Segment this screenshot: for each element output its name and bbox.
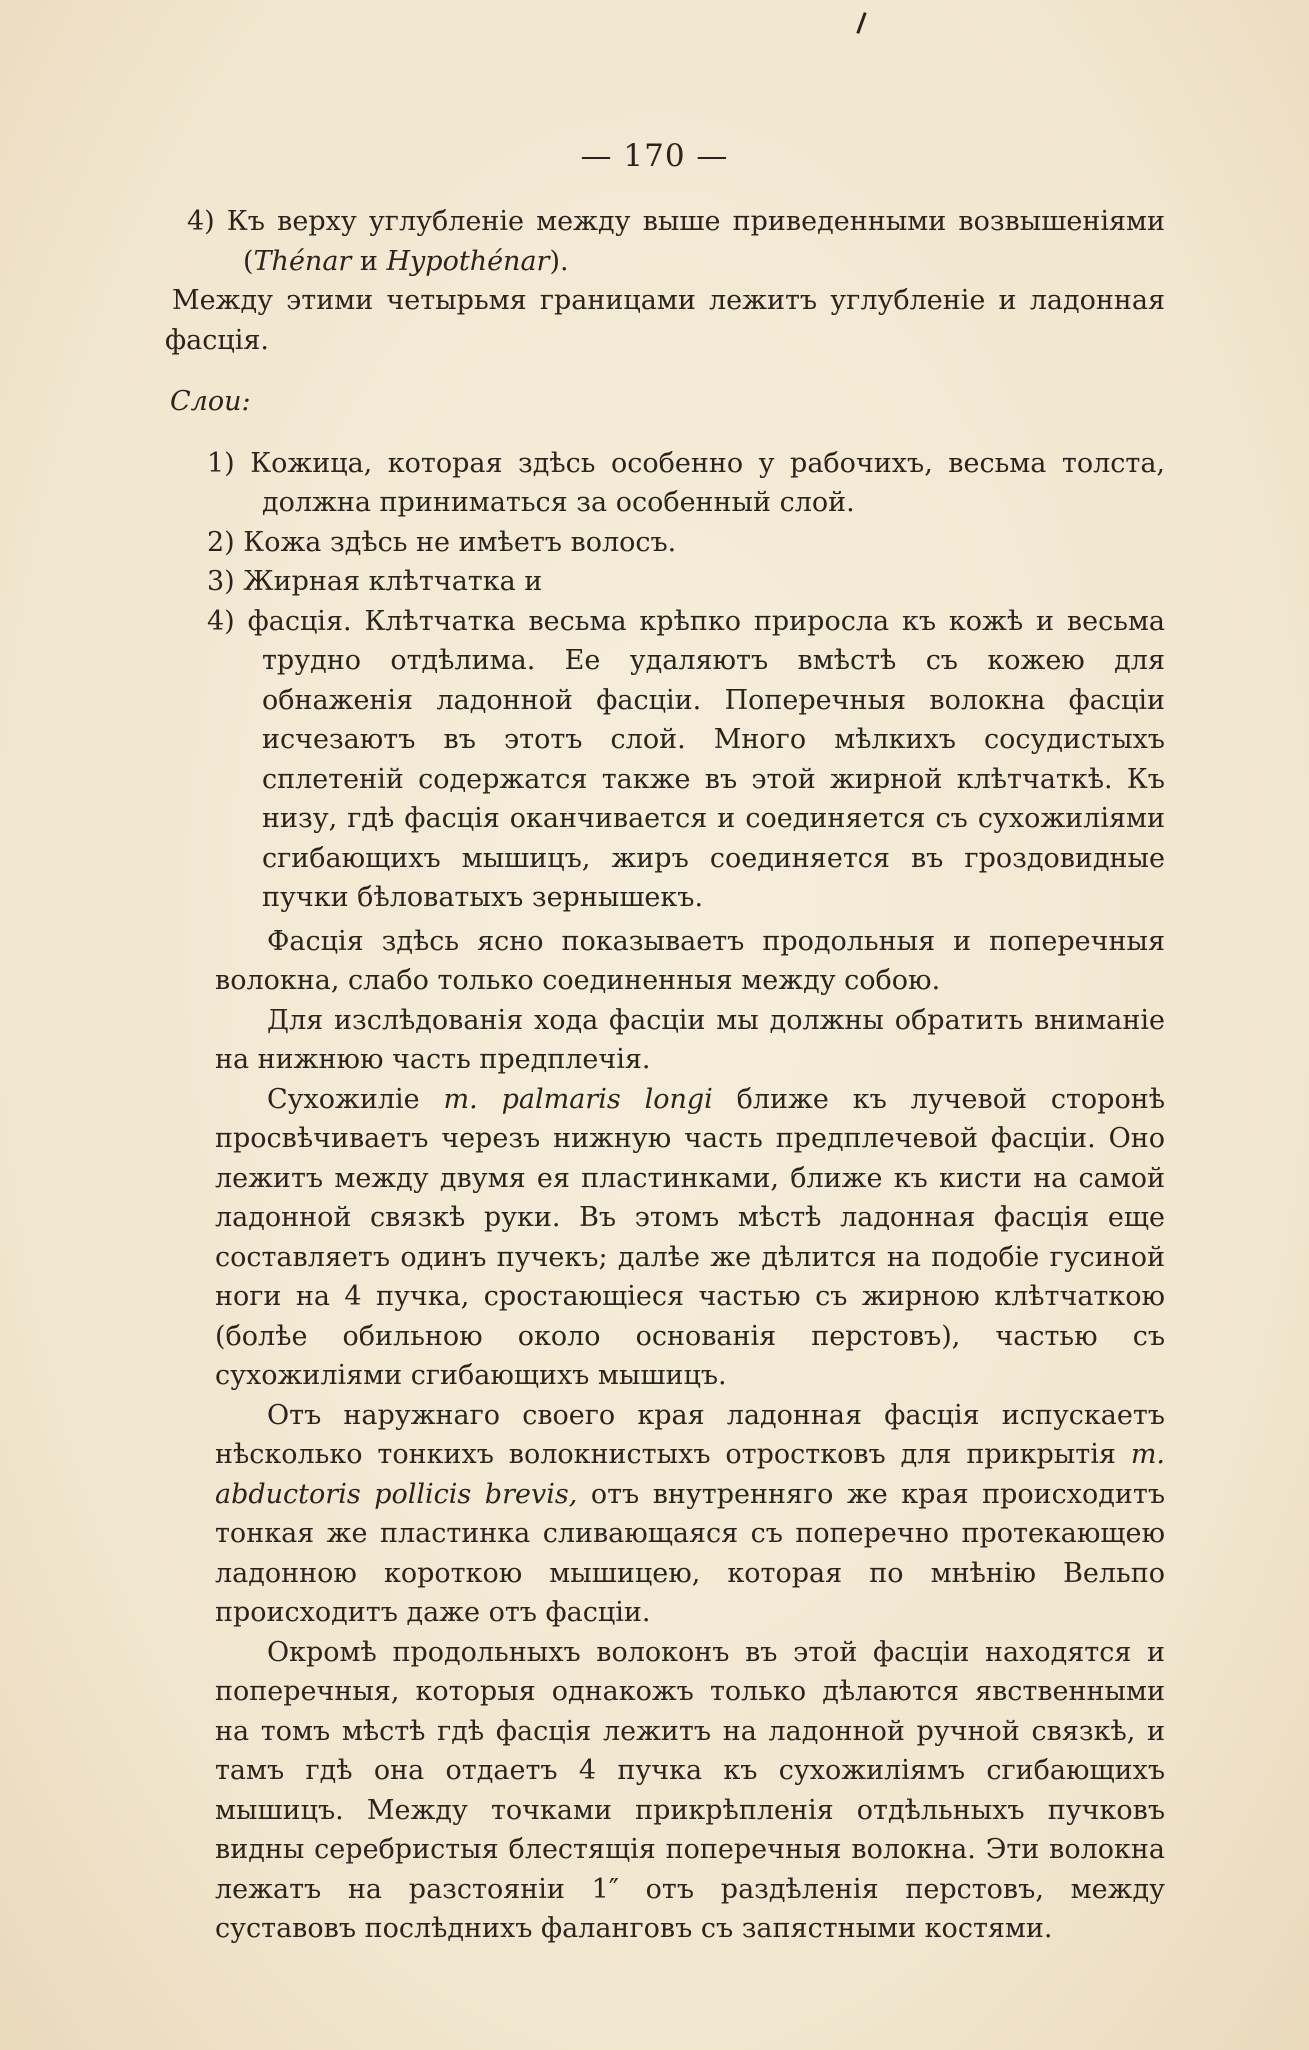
paragraph-outer-edge bbox=[165, 1396, 1165, 1633]
intro-paragraph: Между этими четырьмя границами лежитъ углубленіе и ладонная фасція. bbox=[165, 285, 1165, 356]
term-palmaris-longi: m. palmaris longi bbox=[443, 1083, 713, 1115]
term-thenar: Thénar bbox=[253, 245, 352, 277]
item4-text: 4) Къ верху углубленіе между выше приведенными возвышеніями bbox=[187, 206, 1165, 237]
paragraph-fascia: Фасція здѣсь ясно показываетъ продольныя и поперечныя волокна, слабо только соединенныя между собою. bbox=[215, 925, 1165, 996]
ink-mark bbox=[856, 12, 866, 34]
item4-paren-open: ( bbox=[243, 245, 254, 277]
item4-paren-close: ). bbox=[549, 245, 569, 277]
p3-rest: ближе къ лучевой сторонѣ просвѣчиваетъ черезъ нижную часть предплечевой фасціи. Оно лежитъ между двумя ея пластинками, ближе къ кисти на самой ладонной связкѣ руки. Въ этомъ мѣстѣ ладонная фасція еще составляетъ одинъ пучекъ; далѣе же дѣлится на подобіе гусиной ноги на 4 пучка, сростающіеся частью съ жирною клѣтчаткою (болѣе обильною около основанія перстовъ), частью съ сухожиліями сгибающихъ мышицъ. bbox=[215, 1083, 1165, 1391]
paragraph-fibers: Окромѣ продольныхъ волоконъ въ этой фасціи находятся и поперечныя, которыя однакожъ только дѣлаются явственными на томъ мѣстѣ гдѣ фасція лежитъ на ладонной ручной связкѣ, и тамъ гдѣ она отдаетъ 4 пучка къ сухожиліямъ сгибающихъ мышицъ. Между точками прикрѣпленія отдѣльныхъ пучковъ видны серебристыя блестящія поперечныя волокна. Эти волокна лежатъ на разстояніи 1″ отъ раздѣленія перстовъ, между суставовъ послѣднихъ фаланговъ съ запястными костями. bbox=[215, 1636, 1165, 1944]
list-item-4-boundary bbox=[165, 202, 1165, 281]
item4-and: и bbox=[351, 245, 387, 277]
page-body bbox=[165, 202, 1165, 1949]
layer-item-3: 3) Жирная клѣтчатка и bbox=[207, 566, 543, 597]
layer-item-1: 1) Кожица, которая здѣсь особенно у рабочихъ, весьма толста, должна приниматься за особенный слой. bbox=[207, 447, 1165, 518]
p3-lead: Сухожиліе bbox=[267, 1083, 444, 1115]
p4-lead: Отъ наружнаго своего края ладонная фасція испускаетъ нѣсколько тонкихъ волокнистыхъ отростковъ для прикрытія bbox=[215, 1399, 1165, 1470]
p4-rest: отъ внутренняго же края происходитъ тонкая же пластинка сливающаяся съ поперечно протекающею ладонною короткою мышицею, которая по мнѣнію Вельпо происходитъ даже отъ фасціи. bbox=[215, 1478, 1165, 1628]
layer-item-2: 2) Кожа здѣсь не имѣетъ волосъ. bbox=[207, 526, 677, 558]
page-number: — 170 — bbox=[580, 138, 729, 174]
layer-item-4: 4) фасція. Клѣтчатка весьма крѣпко приросла къ кожѣ и весьма трудно отдѣлима. Ее удаляютъ вмѣстѣ съ кожею для обнаженія ладонной фасціи. Поперечныя волокна фасціи исчезаютъ въ этотъ слой. Много мѣлкихъ сосудистыхъ сплетеній содержатся также въ этой жирной клѣтчаткѣ. Къ низу, гдѣ фасція оканчивается и соединяется съ сухожиліями сгибающихъ мышицъ, жиръ соединяется въ гроздовидные пучки бѣловатыхъ зернышекъ. bbox=[207, 605, 1165, 913]
paragraph-investigation: Для изслѣдованія хода фасціи мы должны обратить вниманіе на нижнюю часть предплечія. bbox=[215, 1004, 1165, 1075]
section-heading-layers: Слои: bbox=[170, 386, 251, 417]
term-abductor-pollicis: m. abductoris pollicis brevis, bbox=[215, 1439, 1165, 1510]
term-hypothenar: Hypothénar bbox=[386, 245, 550, 277]
paragraph-palmaris bbox=[165, 1080, 1165, 1396]
